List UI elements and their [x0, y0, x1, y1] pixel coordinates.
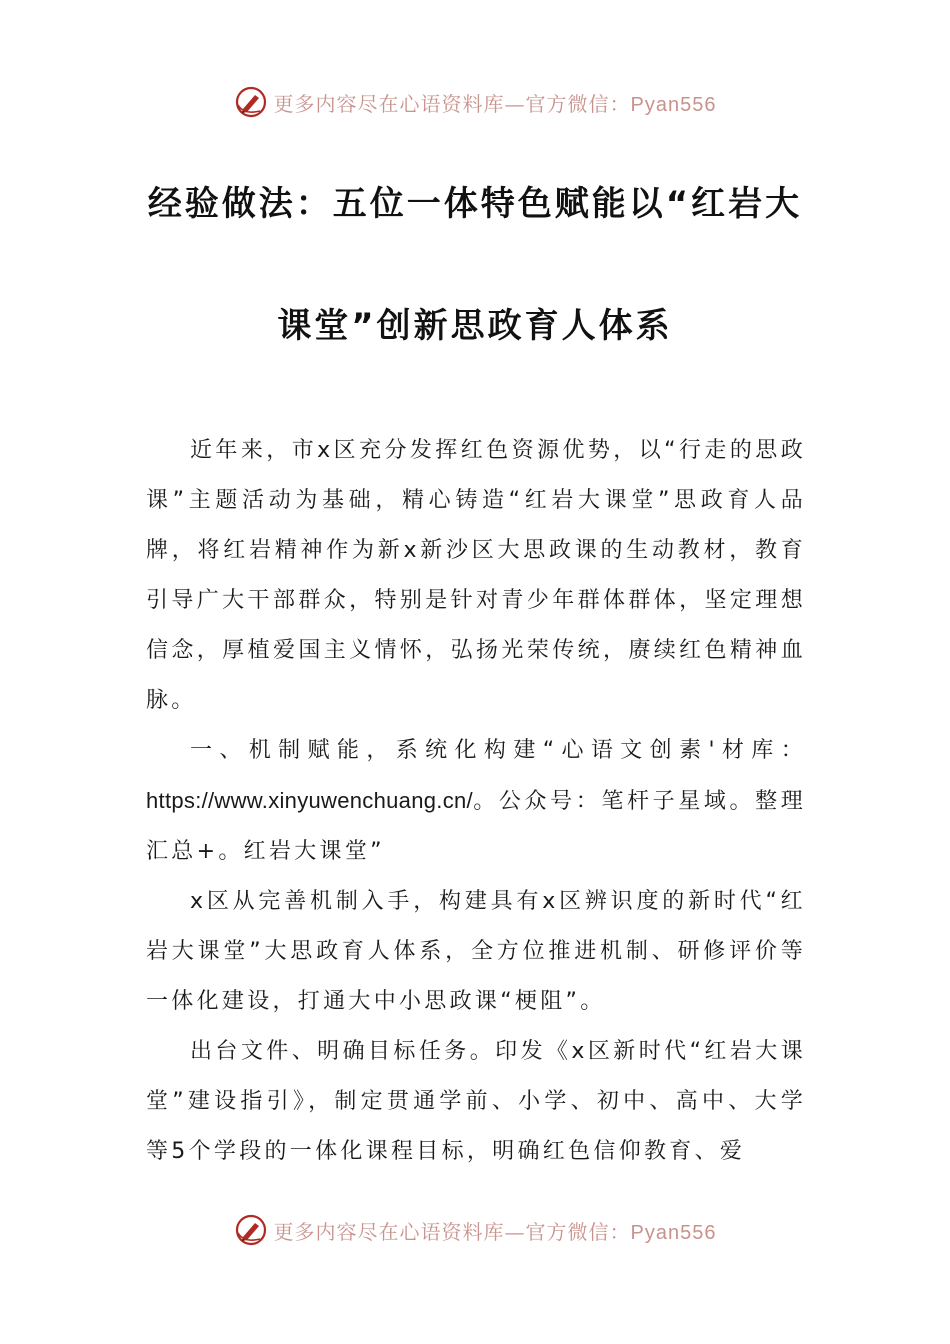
- watermark-text: 更多内容尽在心语资料库—官方微信：Pyan556: [273, 91, 717, 116]
- paragraph-mechanism: x区从完善机制入手，构建具有x区辨识度的新时代“红岩大课堂”大思政育人体系，全方位推进机制、研修评价等一体化建设，打通大中小思政课“梗阻”。: [146, 889, 806, 1014]
- pen-circle-logo-icon: [234, 1213, 268, 1247]
- watermark-banner-bottom: [0, 1210, 950, 1250]
- watermark-contact: Pyan556: [630, 93, 717, 116]
- paragraph-documents: 出台文件、明确目标任务。印发《x区新时代“红岩大课堂”建设指引》，制定贯通学前、小学、初中、高中、大学等5个学段的一体化课程目标，明确红色信仰教育、爱: [146, 1039, 806, 1164]
- paragraph-intro: 近年来，市x区充分发挥红色资源优势，以“行走的思政课”主题活动为基础，精心铸造“红岩大课堂”思政育人品牌，将红岩精神作为新x新沙区大思政课的生动教材，教育引导广大干部群众，特别是针对青少年群体群体，坚定理想信念，厚植爱国主义情怀，弘扬光荣传统，赓续红色精神血脉。: [146, 438, 806, 713]
- section-heading-tail: 。公众号：笔杆子星域。整理汇总+。红岩大课堂”: [146, 789, 806, 864]
- pen-circle-logo-icon: [234, 85, 268, 119]
- document-body: [146, 426, 806, 1177]
- document-title-line-2: 课堂”创新思政育人体系: [277, 306, 673, 346]
- source-url: https://www.xinyuwenchuang.cn/: [146, 788, 473, 813]
- watermark-contact: Pyan556: [630, 1221, 717, 1244]
- paragraph-section-heading: [146, 726, 806, 877]
- section-heading-text: 一、机制赋能，系统化构建“心语文创素'材库：: [190, 738, 806, 763]
- document-title-line-1: 经验做法：五位一体特色赋能以“红岩大: [147, 184, 803, 224]
- watermark-text: 更多内容尽在心语资料库—官方微信：Pyan556: [273, 1219, 717, 1244]
- watermark-banner-top: [0, 82, 950, 122]
